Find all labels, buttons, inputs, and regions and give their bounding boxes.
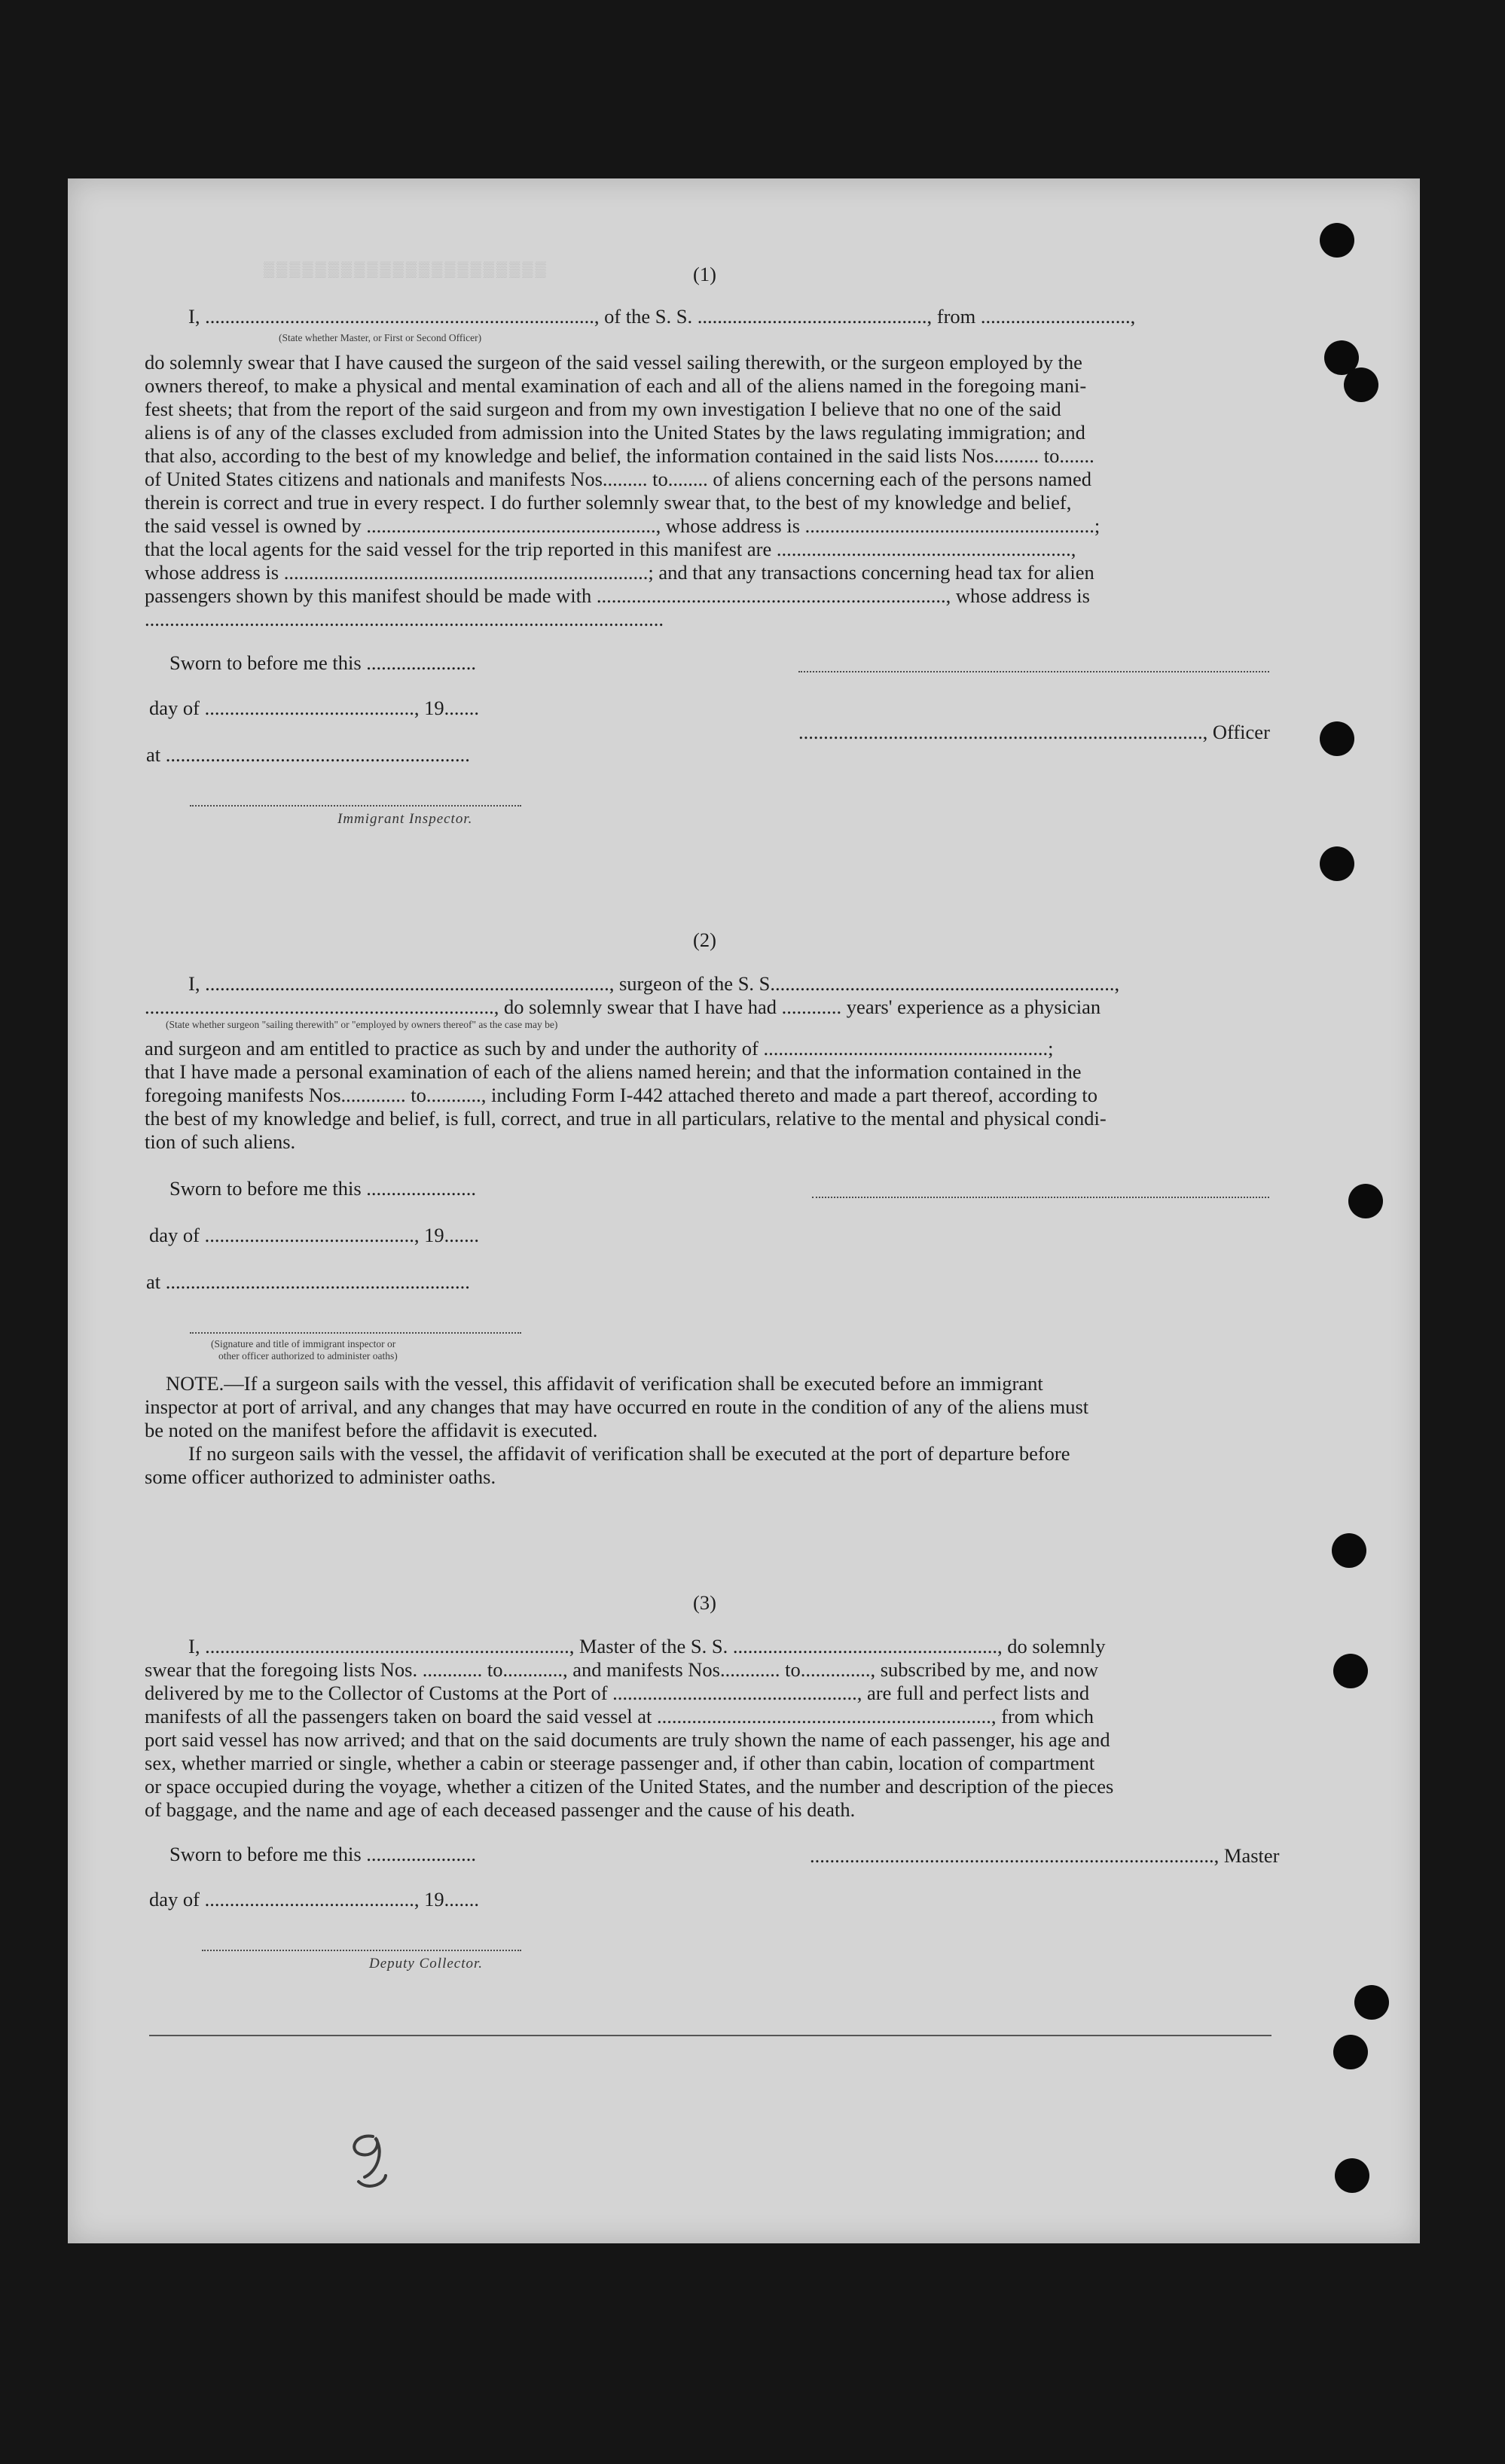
section-3-line-5: port said vessel has now arrived; and that on the said documents are truly shown the name of each passenger, his age and xyxy=(145,1728,1110,1751)
binder-hole xyxy=(1333,1654,1368,1688)
section-2-inspector-rule xyxy=(190,1332,521,1334)
section-2-line-5: foregoing manifests Nos............. to..........., including Form I-442 attached thereto and made a part thereof, according to xyxy=(145,1084,1098,1106)
section-2-line-1: I, ................................................................................., surgeon of the S. S....................................................................., xyxy=(188,972,1120,995)
section-3-line-7: or space occupied during the voyage, whether a citizen of the United States, and the number and description of the pieces xyxy=(145,1775,1114,1798)
section-3-number: (3) xyxy=(693,1591,716,1614)
section-2-line-4: that I have made a personal examination of each of the aliens named herein; and that the information contained in the xyxy=(145,1060,1082,1083)
binder-hole xyxy=(1333,2035,1368,2069)
binder-hole xyxy=(1344,367,1378,402)
section-2-number: (2) xyxy=(693,929,716,951)
section-1-officer-line: ................................................................................., Officer xyxy=(798,721,1270,743)
section-1-line-4: fest sheets; that from the report of the said surgeon and from my own investigation I believe that no one of the said xyxy=(145,398,1061,420)
section-1-sworn: Sworn to before me this ...................... xyxy=(169,651,477,674)
inspector-signature-rule xyxy=(190,805,521,807)
section-1-line-7: of United States citizens and nationals and manifests Nos......... to........ of aliens concerning each of the persons named xyxy=(145,468,1091,490)
master-line: ................................................................................., Master xyxy=(810,1844,1280,1867)
officer-rank-note: (State whether Master, or First or Second Officer) xyxy=(279,332,482,343)
section-1-line-10: that the local agents for the said vessel for the trip reported in this manifest are ..........................................................., xyxy=(145,538,1076,560)
section-3-sworn: Sworn to before me this ...................... xyxy=(169,1843,477,1865)
note-line-3: be noted on the manifest before the affidavit is executed. xyxy=(145,1419,598,1441)
section-2-line-2: ......................................................................, do solemnly swear that I have had ............ years' experience as a physician xyxy=(145,996,1101,1018)
section-1-line-9: the said vessel is owned by .........................................................., whose address is ..........................................................; xyxy=(145,514,1101,537)
section-2-at: at ............................................................. xyxy=(146,1270,470,1293)
binder-hole xyxy=(1335,2158,1369,2193)
binder-hole xyxy=(1354,1985,1389,2020)
section-1-line-13: ........................................................................................................ xyxy=(145,608,664,630)
binder-hole xyxy=(1348,1184,1383,1218)
section-3-line-8: of baggage, and the name and age of each deceased passenger and the cause of his death. xyxy=(145,1798,856,1821)
section-1-signature-rule xyxy=(798,671,1269,672)
deputy-collector-label: Deputy Collector. xyxy=(369,1956,484,1972)
section-2-line-6: the best of my knowledge and belief, is full, correct, and true in all particulars, relative to the mental and physical condi- xyxy=(145,1107,1107,1130)
binder-hole xyxy=(1320,721,1354,756)
collector-signature-rule xyxy=(202,1950,521,1951)
section-1-line-6: that also, according to the best of my knowledge and belief, the information contained in the said lists Nos......... to....... xyxy=(145,444,1094,467)
section-2-sworn: Sworn to before me this ...................... xyxy=(169,1177,477,1200)
section-3-line-1: I, ........................................................................., Master of the S. S. ....................................................., do solemnly xyxy=(188,1635,1106,1657)
section-1-line-2: do solemnly swear that I have caused the surgeon of the said vessel sailing therewith, or the surgeon employed by the xyxy=(145,351,1082,374)
section-1-at: at ............................................................. xyxy=(146,743,470,766)
section-3-line-4: manifests of all the passengers taken on board the said vessel at ..................................................................., from which xyxy=(145,1705,1094,1728)
section-1-line-12: passengers shown by this manifest should be made with ......................................................................, whose address is xyxy=(145,584,1090,607)
section-1-number: (1) xyxy=(693,263,716,285)
surgeon-type-note: (State whether surgeon "sailing therewith" or "employed by owners thereof" as the case may be) xyxy=(166,1019,558,1030)
section-2-day-of: day of .........................................., 19....... xyxy=(149,1224,479,1246)
section-1-line-8: therein is correct and true in every respect. I do further solemnly swear that, to the best of my knowledge and belief, xyxy=(145,491,1072,514)
section-2-line-3: and surgeon and am entitled to practice as such by and under the authority of .........................................................; xyxy=(145,1037,1054,1060)
section-1-line-11: whose address is .........................................................................; and that any transactions concerning head tax for alien xyxy=(145,561,1094,584)
section-3-line-3: delivered by me to the Collector of Customs at the Port of ................................................., are full and perfect lists and xyxy=(145,1682,1090,1704)
section-1-day-of: day of .........................................., 19....... xyxy=(149,697,479,719)
section-1-line-1: I, .............................................................................., of the S. S. .............................................., from .............................., xyxy=(188,305,1136,328)
handwritten-mark xyxy=(331,2127,414,2203)
document-page xyxy=(68,178,1420,2243)
section-1-line-3: owners thereof, to make a physical and mental examination of each and all of the aliens named in the foregoing mani- xyxy=(145,374,1087,397)
signature-title-note-2: other officer authorized to administer oaths) xyxy=(218,1350,398,1362)
note-line-4: If no surgeon sails with the vessel, the affidavit of verification shall be executed at the port of departure before xyxy=(188,1442,1070,1465)
binder-hole xyxy=(1320,846,1354,881)
signature-title-note-1: (Signature and title of immigrant inspector or xyxy=(211,1338,396,1349)
note-line-1: NOTE.—If a surgeon sails with the vessel, this affidavit of verification shall be executed before an immigrant xyxy=(166,1372,1043,1395)
section-3-day-of: day of .........................................., 19....... xyxy=(149,1888,479,1911)
note-line-2: inspector at port of arrival, and any changes that may have occurred en route in the condition of any of the aliens must xyxy=(145,1395,1089,1418)
binder-hole xyxy=(1320,223,1354,258)
section-2-line-7: tion of such aliens. xyxy=(145,1130,296,1153)
note-line-5: some officer authorized to administer oaths. xyxy=(145,1465,496,1488)
binder-hole xyxy=(1332,1533,1366,1568)
section-3-line-6: sex, whether married or single, whether a cabin or steerage passenger and, if other than cabin, location of compartment xyxy=(145,1752,1095,1774)
immigrant-inspector-label: Immigrant Inspector. xyxy=(337,811,473,827)
bleed-through-ghost: ▒▒▒▒▒▒▒▒▒▒▒▒▒▒▒▒▒▒▒▒▒▒ xyxy=(264,261,548,278)
bottom-divider xyxy=(149,2035,1271,2036)
section-1-line-5: aliens is of any of the classes excluded from admission into the United States by the laws regulating immigration; and xyxy=(145,421,1085,444)
section-2-signature-rule xyxy=(812,1197,1269,1198)
section-3-line-2: swear that the foregoing lists Nos. ............ to............, and manifests Nos............ to.............., subscribed by me, and now xyxy=(145,1658,1098,1681)
